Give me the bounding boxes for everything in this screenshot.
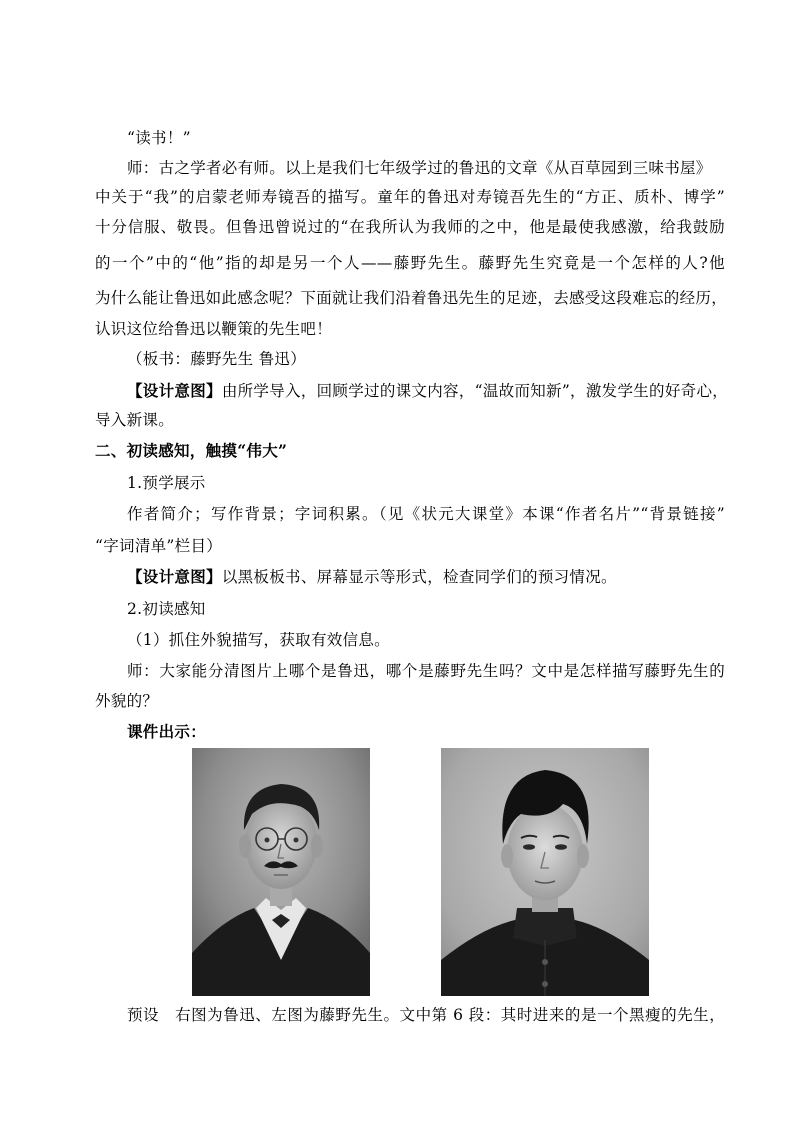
paragraph-line: 的一个”中的“他”指的却是另一个人——藤野先生。藤野先生究竟是一个怎样的人?他: [95, 254, 725, 272]
paragraph-line: “字词清单”栏目）: [95, 537, 223, 555]
subsection-heading: 1.预学展示: [127, 474, 206, 492]
paragraph-line: 师：古之学者必有师。以上是我们七年级学过的鲁迅的文章《从百草园到三味书屋》: [127, 159, 712, 177]
paragraph-line: 预设 右图为鲁迅、左图为藤野先生。文中第 6 段：其时进来的是一个黑瘦的先生，: [127, 1006, 725, 1024]
paragraph-line: 中关于“我”的启蒙老师寿镜吾的描写。童年的鲁迅对寿镜吾先生的“方正、质朴、博学”: [95, 188, 725, 206]
photo-lu-xun: [441, 748, 649, 996]
subsection-heading: 2.初读感知: [127, 600, 206, 618]
portrait-fujino-image: [192, 748, 370, 996]
portrait-lu-xun-image: [441, 748, 649, 996]
section-heading: 二、初读感知，触摸“伟大”: [95, 441, 288, 460]
design-intent-text: 由所学导入，回顾学过的课文内容，“温故而知新”，激发学生的好奇心，: [221, 382, 729, 400]
courseware-label: 课件出示：: [127, 722, 207, 741]
paragraph-line: 十分信服、敬畏。但鲁迅曾说过的“在我所认为我师的之中，他是最使我感激，给我鼓励: [95, 218, 725, 236]
design-intent-label: 【设计意图】: [127, 381, 222, 400]
paragraph-line: 外貌的？: [95, 692, 159, 710]
paragraph-line: 认识这位给鲁迅以鞭策的先生吧！: [95, 320, 333, 338]
design-intent-line: [127, 566, 725, 588]
blackboard-note: （板书：藤野先生 鲁迅）: [127, 350, 307, 368]
design-intent-text: 以黑板板书、屏幕显示等形式，检查同学们的预习情况。: [221, 568, 617, 586]
design-intent-label: 【设计意图】: [127, 567, 222, 586]
paragraph-line: 师：大家能分清图片上哪个是鲁迅，哪个是藤野先生吗？文中是怎样描写藤野先生的: [127, 662, 725, 680]
paragraph-line: “读书！”: [127, 129, 191, 147]
paragraph-line: （1）抓住外貌描写，获取有效信息。: [127, 631, 390, 649]
paragraph-line: 作者简介；写作背景；字词积累。（见《状元大课堂》本课“作者名片”“背景链接”: [127, 505, 725, 523]
photo-fujino: [192, 748, 370, 996]
paragraph-line: 导入新课。: [95, 411, 175, 429]
paragraph-line: 为什么能让鲁迅如此感念呢？下面就让我们沿着鲁迅先生的足迹，去感受这段难忘的经历，: [95, 289, 728, 307]
design-intent-line: [127, 380, 729, 402]
